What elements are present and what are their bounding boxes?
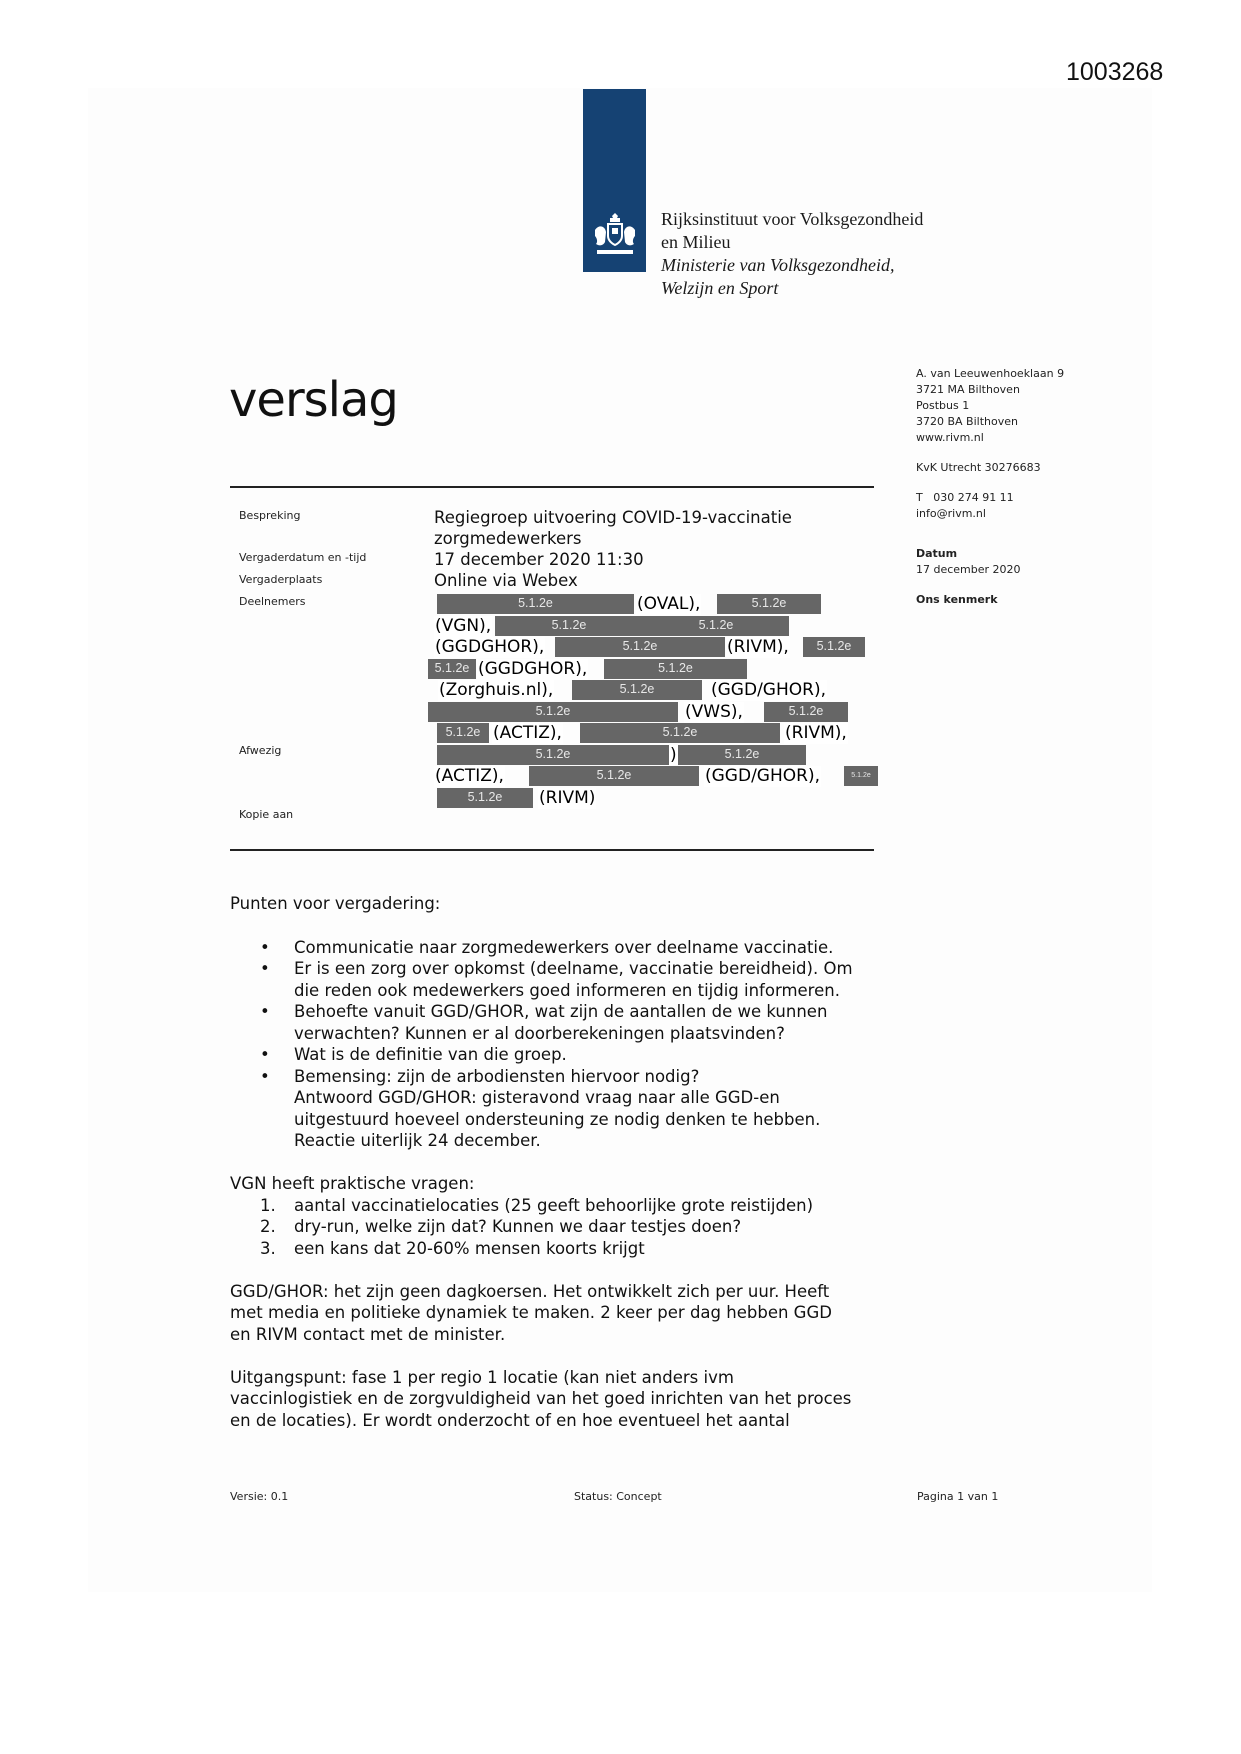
label-kopie: Kopie aan: [239, 808, 294, 821]
redaction-box: 5.1.2e: [580, 723, 780, 743]
participant-org: (ACTIZ),: [435, 766, 504, 786]
report-body: [230, 893, 910, 1431]
redaction-box: 5.1.2e: [495, 616, 643, 636]
participant-org: (OVAL),: [637, 594, 701, 614]
vgn-question: 3. een kans dat 20-60% mensen koorts krijgt: [260, 1238, 645, 1258]
participant-org: (RIVM),: [785, 723, 847, 743]
participants-line: [434, 659, 894, 681]
org-name-line1: Rijksinstituut voor Volksgezondheid: [661, 209, 924, 229]
agenda-point: • Behoefte vanuit GGD/GHOR, wat zijn de aantallen de we kunnen verwachten? Kunnen er al doorberekeningen plaatsvinden?: [260, 1002, 828, 1043]
participant-org: ): [670, 744, 677, 765]
coat-of-arms-icon: [589, 212, 641, 262]
participants-line: [434, 594, 894, 616]
kenmerk-label: Ons kenmerk: [916, 593, 998, 606]
redaction-box: 5.1.2e: [428, 702, 678, 722]
redaction-box: 5.1.2e: [803, 637, 865, 657]
participant-org: (VWS),: [685, 701, 743, 722]
participants-line: [434, 680, 894, 702]
footer-version: Versie: 0.1: [230, 1490, 289, 1503]
label-bespreking: Bespreking: [239, 509, 301, 522]
vgn-question: 1. aantal vaccinatielocaties (25 geeft behoorlijke grote reistijden): [260, 1195, 814, 1215]
participants-line: [434, 745, 894, 767]
redaction-box: 5.1.2e: [437, 594, 634, 614]
letterhead: [661, 208, 923, 300]
participants-line: [434, 788, 894, 810]
participant-org: (RIVM),: [727, 637, 789, 657]
label-afwezig: Afwezig: [239, 744, 282, 757]
address-street: A. van Leeuwenhoeklaan 9: [916, 367, 1065, 380]
participants-block: [434, 594, 894, 809]
email-link[interactable]: info@rivm.nl: [916, 507, 986, 520]
redaction-box: 5.1.2e: [604, 659, 747, 679]
redaction-box: 5.1.2e: [572, 680, 702, 700]
bullet-icon: •: [260, 959, 270, 978]
datum-value: 17 december 2020: [916, 563, 1021, 576]
redaction-box: 5.1.2e: [764, 702, 848, 722]
participants-line: [434, 616, 894, 638]
redaction-box: 5.1.2e: [529, 766, 699, 786]
participant-org: (GGD/GHOR),: [711, 680, 826, 700]
agenda-point: • Wat is de definitie van die groep.: [260, 1045, 567, 1064]
vgn-questions: [230, 1195, 910, 1260]
footer-page: Pagina 1 van 1: [917, 1490, 999, 1503]
bespreking-value-1: Regiegroep uitvoering COVID-19-vaccinatie: [434, 508, 792, 527]
top-divider: [230, 486, 874, 488]
datum-tijd-value: 17 december 2020 11:30: [434, 550, 644, 569]
document-id: 1003268: [1066, 58, 1164, 86]
agenda-points: [230, 937, 910, 1152]
participant-org: (Zorghuis.nl),: [439, 680, 554, 700]
vgn-question: 2. dry-run, welke zijn dat? Kunnen we daar testjes doen?: [260, 1217, 742, 1236]
uitgangspunt-paragraph: Uitgangspunt: fase 1 per regio 1 locatie (kan niet anders ivm vaccinlogistiek en de zorgvuldigheid van het goed inrichten van het proces en de locaties). Er wordt onderzocht of en hoe eventueel het aantal: [230, 1367, 852, 1430]
agenda-point: • Bemensing: zijn de arbodiensten hiervoor nodig? Antwoord GGD/GHOR: gisteravond vraag naar alle GGD-en uitgestuurd hoeveel ondersteuning ze nodig denken te hebben. Reactie uiterlijk 24 december.: [260, 1066, 821, 1150]
bespreking-value-2: zorgmedewerkers: [434, 529, 582, 548]
redaction-box: 5.1.2e: [428, 659, 476, 679]
address-postbox-city: 3720 BA Bilthoven: [916, 415, 1018, 428]
participants-line: [434, 723, 894, 745]
meta-values: [434, 507, 874, 591]
phone-number: T 030 274 91 11: [916, 491, 1014, 504]
document-type-title: verslag: [229, 372, 398, 428]
redaction-box: 5.1.2e: [555, 637, 725, 657]
redaction-box: 5.1.2e: [437, 745, 669, 765]
sender-info: [916, 366, 1064, 608]
redaction-box: 5.1.2e: [717, 594, 821, 614]
vgn-heading: VGN heeft praktische vragen:: [230, 1174, 475, 1193]
participants-line: [434, 766, 894, 788]
ministry-line2: Welzijn en Sport: [661, 278, 779, 298]
bullet-icon: •: [260, 1045, 270, 1064]
bullet-icon: •: [260, 1066, 270, 1086]
participant-org: (GGDGHOR),: [478, 658, 588, 679]
redaction-box: 5.1.2e: [678, 745, 806, 765]
address-postbox: Postbus 1: [916, 399, 970, 412]
agenda-point: • Communicatie naar zorgmedewerkers over deelname vaccinatie.: [260, 937, 834, 957]
kvk-number: KvK Utrecht 30276683: [916, 461, 1041, 474]
ministry-line1: Ministerie van Volksgezondheid,: [661, 255, 895, 275]
participant-org: (GGDGHOR),: [435, 637, 545, 657]
agenda-heading: Punten voor vergadering:: [230, 894, 441, 913]
label-deelnemers: Deelnemers: [239, 595, 306, 608]
participant-org: (GGD/GHOR),: [705, 766, 820, 786]
participants-line: [434, 637, 894, 659]
bullet-icon: •: [260, 937, 270, 957]
participants-line: [434, 702, 894, 724]
redaction-box: 5.1.2e: [643, 616, 789, 636]
participant-org: (VGN),: [435, 615, 492, 636]
label-plaats: Vergaderplaats: [239, 573, 323, 586]
bullet-icon: •: [260, 1002, 270, 1021]
participant-org: (RIVM): [539, 787, 596, 808]
datum-label: Datum: [916, 547, 958, 560]
plaats-value: Online via Webex: [434, 571, 578, 590]
org-name-line2: en Milieu: [661, 232, 731, 252]
participant-org: (ACTIZ),: [493, 723, 562, 743]
bottom-divider: [230, 849, 874, 851]
redaction-box: 5.1.2e: [437, 723, 489, 743]
redaction-box: 5.1.2e: [437, 788, 533, 808]
label-datum-tijd: Vergaderdatum en -tijd: [239, 551, 367, 564]
ggd-paragraph: GGD/GHOR: het zijn geen dagkoersen. Het ontwikkelt zich per uur. Heeft met media en politieke dynamiek te maken. 2 keer per dag hebben GGD en RIVM contact met de minister.: [230, 1281, 832, 1344]
redaction-box: 5.1.2e: [844, 766, 878, 786]
agenda-point: • Er is een zorg over opkomst (deelname, vaccinatie bereidheid). Om die reden ook medewerkers goed informeren en tijdig informeren.: [260, 959, 853, 1000]
footer-status: Status: Concept: [574, 1490, 662, 1503]
address-city: 3721 MA Bilthoven: [916, 383, 1020, 396]
website-link[interactable]: www.rivm.nl: [916, 431, 984, 444]
